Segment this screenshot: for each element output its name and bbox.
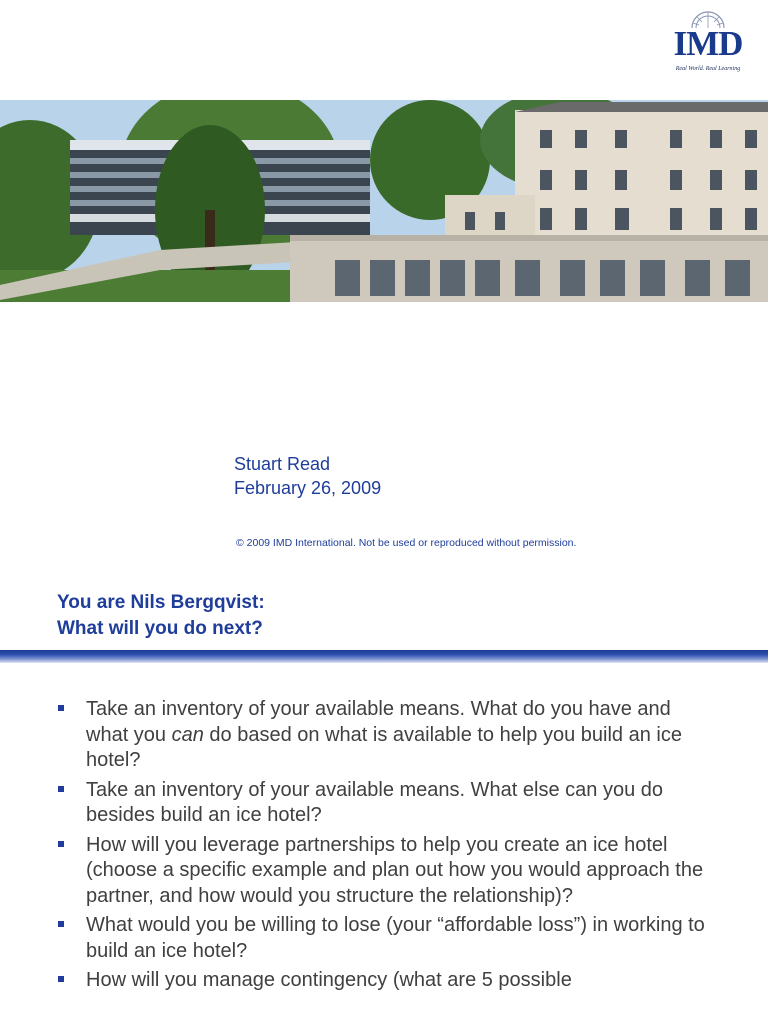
presentation-date: February 26, 2009 — [234, 478, 382, 498]
bullet-text: How will you manage contingency (what are 5 possible — [86, 969, 572, 991]
author-block — [234, 452, 381, 500]
title-divider — [0, 650, 768, 663]
bullet-square-icon — [58, 921, 64, 927]
bullet-text: Take an inventory of your available means. What do you have and what you — [86, 698, 671, 746]
logo-tagline: Real World. Real Learning — [675, 66, 741, 72]
logo-wordmark: IMD — [673, 24, 743, 63]
bullet-item — [0, 968, 706, 994]
bullet-square-icon — [58, 786, 64, 792]
bullet-square-icon — [58, 841, 64, 847]
bullet-list — [0, 697, 768, 998]
bullet-square-icon — [58, 976, 64, 982]
bullet-text: Take an inventory of your available means. What else can you do besides build an ice hotel? — [86, 778, 663, 826]
bullet-item — [0, 697, 706, 774]
bullet-item — [0, 778, 706, 829]
bullet-item — [0, 833, 706, 910]
copyright-notice: © 2009 IMD International. Not be used or reproduced without permission. — [236, 537, 577, 549]
campus-photo — [0, 100, 768, 302]
bullet-text-continued: do based on what is available to help you build an ice hotel? — [86, 723, 682, 771]
imd-logo — [668, 10, 748, 80]
bullet-item — [0, 913, 706, 964]
slide-title-line2: What will you do next? — [57, 618, 263, 639]
bullet-square-icon — [58, 705, 64, 711]
bullet-text: How will you leverage partnerships to help you create an ice hotel (choose a specific example and plan out how you would approach the partner, and how would you structure the relationship)? — [86, 833, 704, 907]
bullet-emphasis: can — [171, 723, 204, 746]
slide-title — [57, 590, 265, 642]
slide-title-line1: You are Nils Bergqvist: — [57, 592, 265, 613]
author-name: Stuart Read — [234, 454, 331, 474]
bullet-text: What would you be willing to lose (your “affordable loss”) in working to build an ice hotel? — [86, 914, 705, 962]
